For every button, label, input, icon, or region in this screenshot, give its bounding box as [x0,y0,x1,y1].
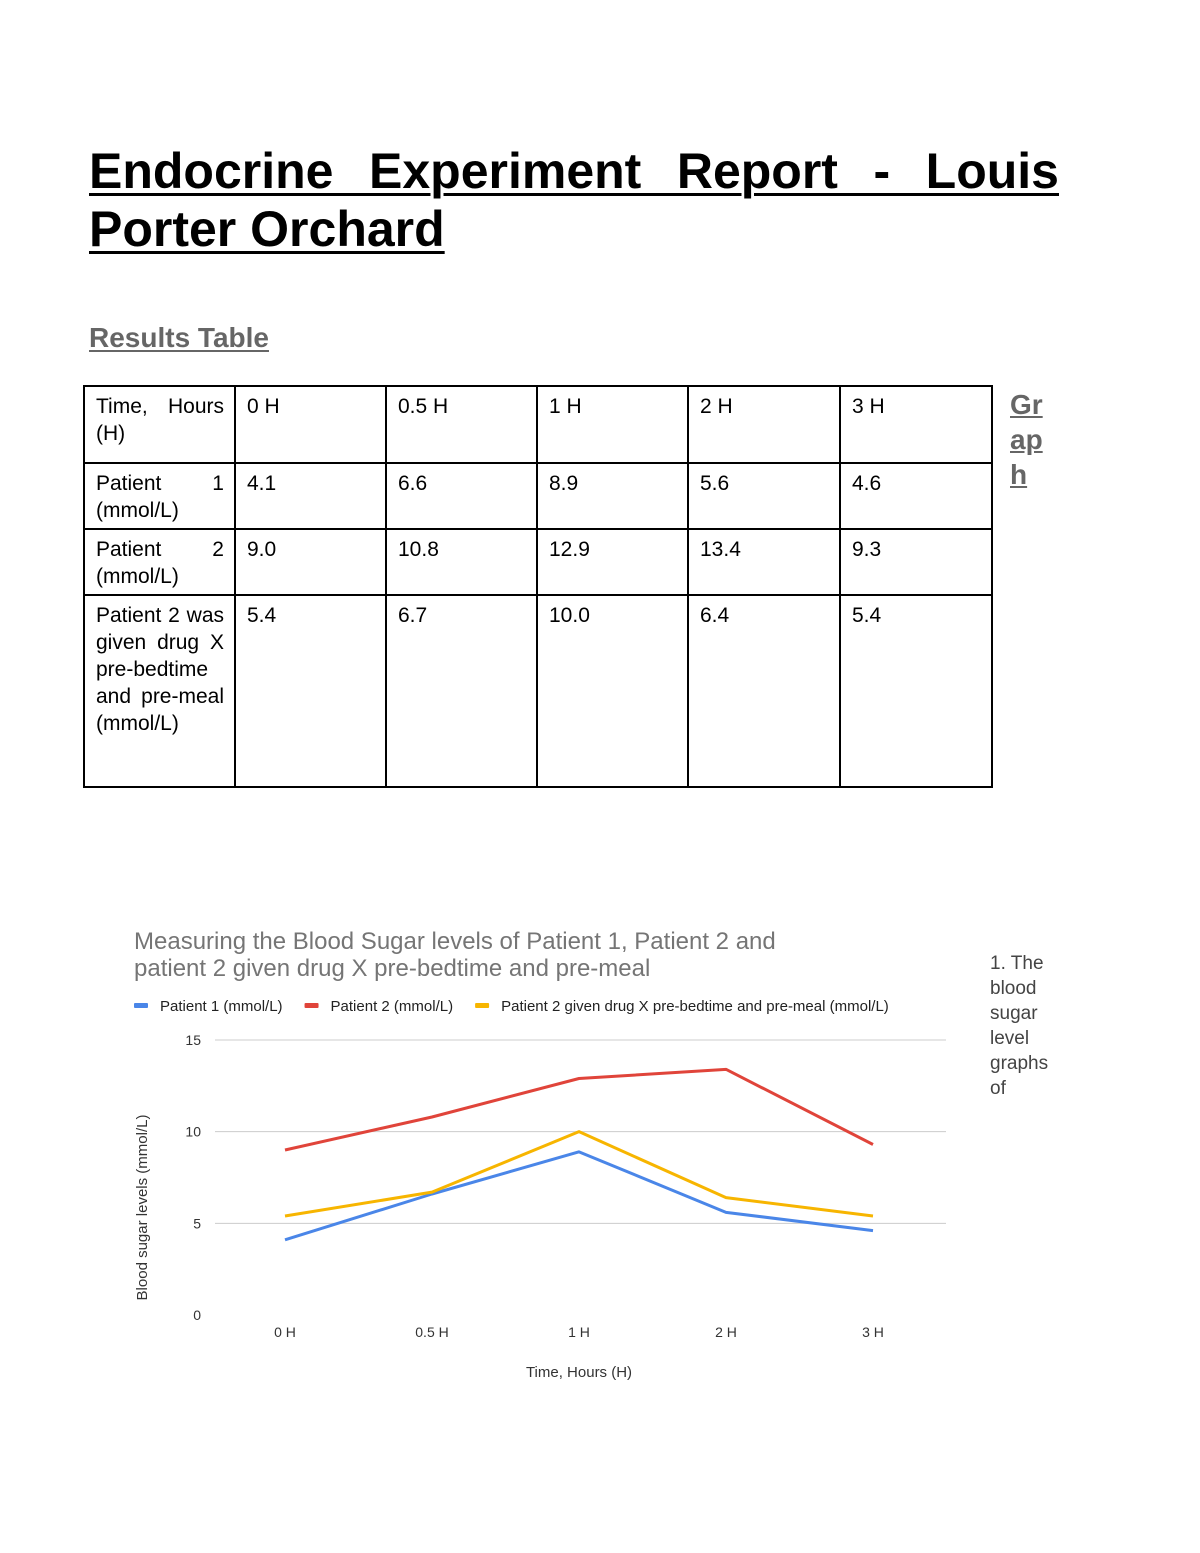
series-line [285,1132,873,1216]
chart-title-line: patient 2 given drug X pre-bedtime and pre-meal [134,955,651,982]
results-table-heading: Results Table [89,322,269,353]
table-header-cell: Time, Hours (H) [84,386,235,463]
results-table [83,385,993,788]
side-note: 1. The blood sugar level graphs of [990,953,1049,1099]
table-cell: 13.4 [688,529,840,595]
x-axis-label: Time, Hours (H) [525,1364,633,1381]
y-tick-label: 15 [185,1032,201,1048]
y-tick-label: 5 [193,1215,201,1232]
x-tick-label: 1 H [568,1324,590,1340]
legend-swatch [305,1003,319,1008]
table-row-label: Patient 1 (mmol/L) [84,463,235,529]
y-axis-label: Blood sugar levels (mmol/L) [134,1114,151,1301]
table-row-label: Patient 2 was given drug X pre-bedtime and pre-meal (mmol/L) [84,595,235,787]
table-cell: 10.8 [386,529,537,595]
table-row [84,595,992,787]
table-header-cell: 1 H [537,386,688,463]
table-cell: 4.1 [235,463,386,529]
blood-sugar-line-chart [120,915,970,1395]
table-header-row [84,386,992,463]
table-row-label: Patient 2 (mmol/L) [84,529,235,595]
table-cell: 10.0 [537,595,688,787]
chart-title [134,928,776,982]
series-line [285,1152,873,1240]
legend-label: Patient 2 (mmol/L) [330,998,454,1015]
table-row [84,463,992,529]
y-tick-label: 0 [193,1307,201,1323]
x-tick-label: 3 H [862,1324,884,1340]
x-tick-label: 2 H [715,1324,737,1340]
table-cell: 9.3 [840,529,992,595]
legend-swatch [475,1003,489,1008]
y-tick-label: 10 [185,1123,201,1140]
table-row [84,529,992,595]
table-cell: 6.6 [386,463,537,529]
table-cell: 12.9 [537,529,688,595]
table-cell: 5.4 [840,595,992,787]
x-tick-label: 0.5 H [415,1324,449,1340]
table-header-cell: 0 H [235,386,386,463]
legend-label: Patient 2 given drug X pre-bedtime and pre-meal (mmol/L) [501,998,889,1015]
table-header-cell: 0.5 H [386,386,537,463]
series-line [285,1069,873,1150]
legend-label: Patient 1 (mmol/L) [160,998,283,1015]
x-tick-label: 0 H [274,1324,296,1340]
document-title: Endocrine Experiment Report - Louis Porter Orchard [89,143,1059,257]
table-cell: 4.6 [840,463,992,529]
table-cell: 5.6 [688,463,840,529]
table-cell: 9.0 [235,529,386,595]
table-cell: 6.4 [688,595,840,787]
table-cell: 5.4 [235,595,386,787]
table-cell: 8.9 [537,463,688,529]
graph-link[interactable]: Graph [1010,389,1043,490]
table-header-cell: 2 H [688,386,840,463]
chart-title-line: Measuring the Blood Sugar levels of Patient 1, Patient 2 and [134,928,776,955]
table-cell: 6.7 [386,595,537,787]
legend-swatch [134,1003,148,1008]
table-header-cell: 3 H [840,386,992,463]
